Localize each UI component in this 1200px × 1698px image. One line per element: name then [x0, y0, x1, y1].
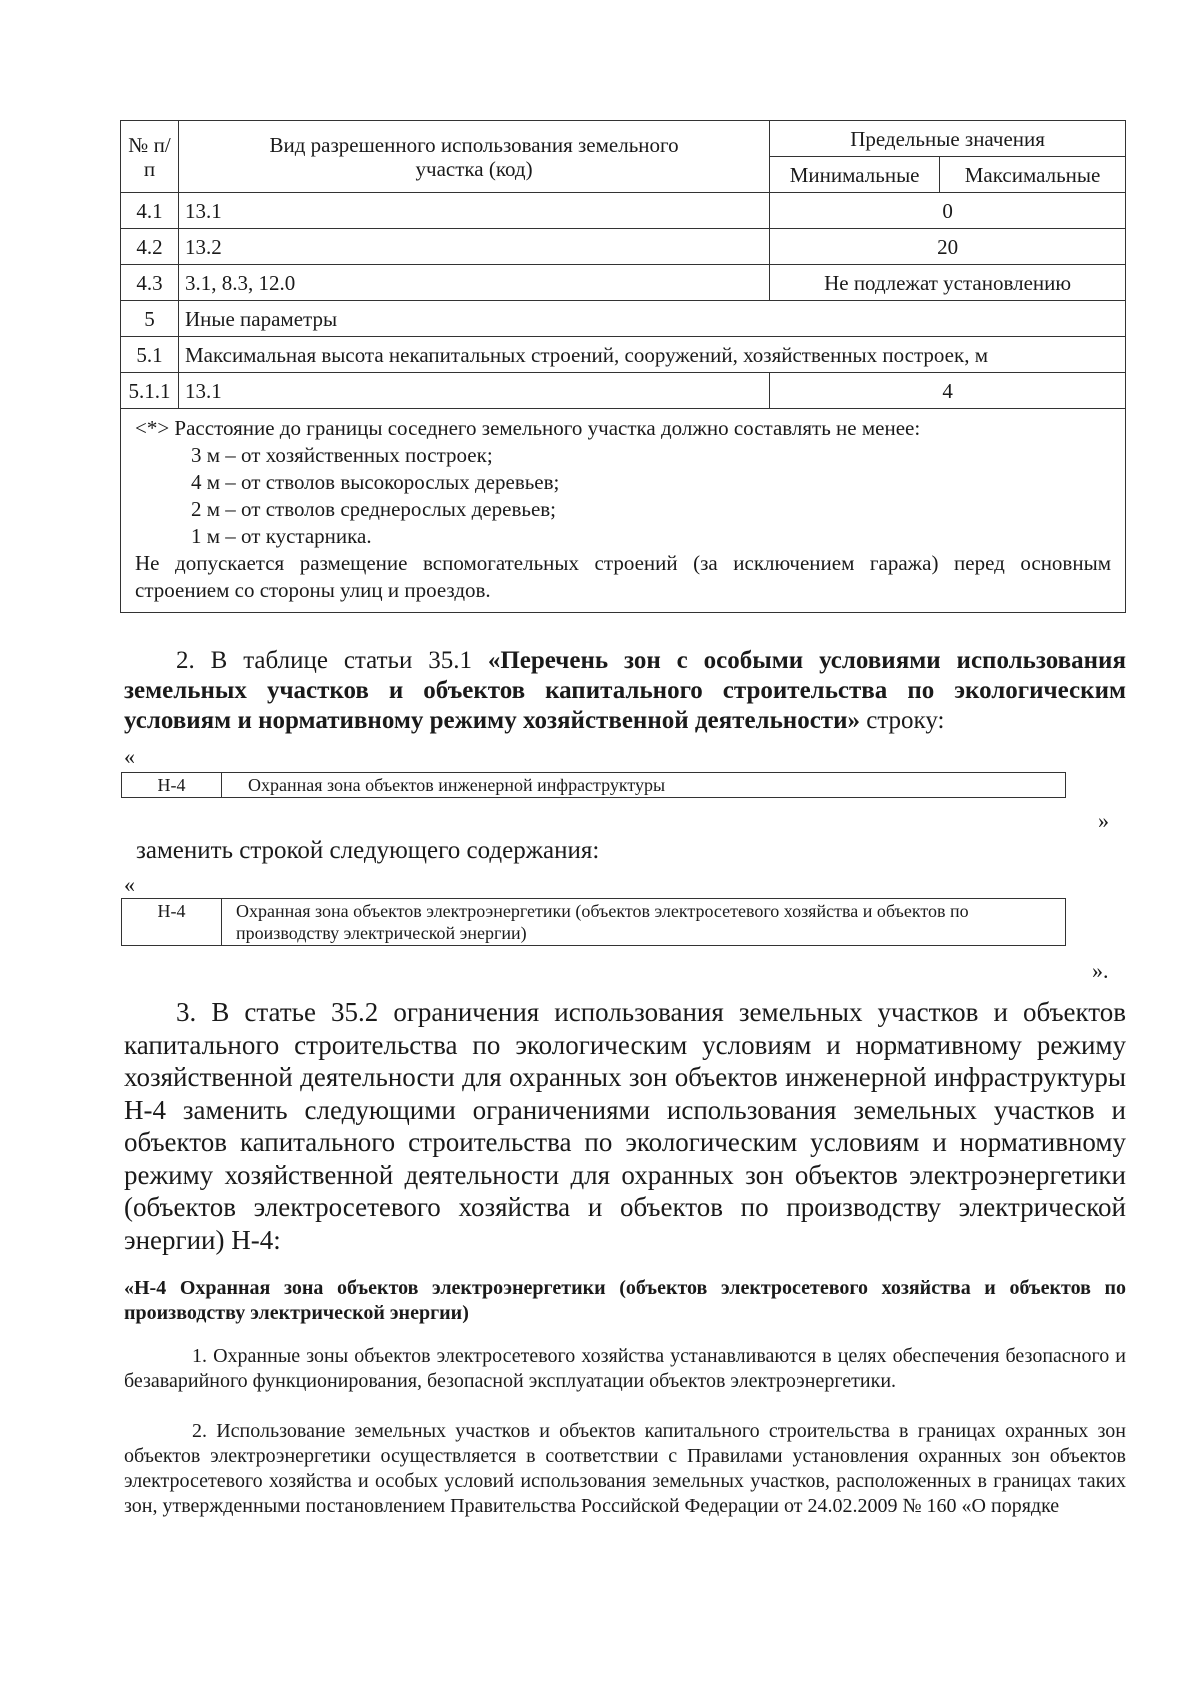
row-code: 3.1, 8.3, 12.0 [178, 265, 769, 301]
note-item: 1 м – от кустарника. [191, 524, 372, 548]
table-row [121, 337, 1126, 373]
row-num: 5 [121, 301, 179, 337]
note-footer: Не допускается размещение вспомогательных строений (за исключением гаража) перед основным строением со стороны улиц и проездов. [135, 551, 1111, 602]
header-type: Вид разрешенного использования земельного участка (код) [178, 121, 769, 193]
old-row-table [121, 772, 1066, 798]
table-row [121, 229, 1126, 265]
old-row-text: Охранная зона объектов инженерной инфраструктуры [222, 773, 1066, 798]
new-row-code: Н-4 [122, 899, 222, 946]
new-row-text: Охранная зона объектов электроэнергетики (объектов электросетевого хозяйства и объектов по производству электрической энергии) [222, 899, 1066, 946]
note-item: 3 м – от хозяйственных построек; [191, 443, 493, 467]
replace-text: заменить строкой следующего содержания: [136, 837, 600, 864]
item-1: 1. Охранные зоны объектов электросетевого хозяйства устанавливаются в целях обеспечения безопасного и безаварийного функционирования, безопасной эксплуатации объектов электроэнергетики. [124, 1345, 1126, 1392]
open-quote-2: « [124, 872, 135, 897]
note-item: 4 м – от стволов высокорослых деревьев; [191, 470, 560, 494]
note-intro: <*> Расстояние до границы соседнего земельного участка должно составлять не менее: [135, 416, 921, 440]
table-row [121, 193, 1126, 229]
table-row [121, 373, 1126, 409]
table-row [121, 265, 1126, 301]
open-quote: « [124, 744, 135, 769]
limits-table [120, 120, 1126, 613]
header-num: № п/п [121, 121, 179, 193]
row-code: 13.1 [178, 193, 769, 229]
close-quote: » [1098, 808, 1109, 833]
row-value: 0 [770, 193, 1126, 229]
row-text: Иные параметры [178, 301, 1125, 337]
row-num: 4.1 [121, 193, 179, 229]
row-value: 20 [770, 229, 1126, 265]
header-limit-values: Предельные значения [770, 121, 1126, 157]
item-2: 2. Использование земельных участков и объектов капитального строительства в границах охранных зон объектов электроэнергетики осуществляется в соответствии с Правилами установления охранных зон объектов электросетевого хозяйства и особых условий использования земельных участков, расположенных в границах таких зон, утвержденными постановлением Правительства Российской Федерации от 24.02.2009 № 160 «О порядке [124, 1420, 1126, 1517]
section-2-paragraph [124, 646, 1126, 736]
row-code: 13.2 [178, 229, 769, 265]
close-quote-2: ». [1092, 958, 1109, 983]
note-item: 2 м – от стволов среднерослых деревьев; [191, 497, 557, 521]
new-row-table [121, 898, 1066, 946]
table-note-row [121, 409, 1126, 613]
section-3-paragraph: 3. В статье 35.2 ограничения использования земельных участков и объектов капитального строительства по экологическим условиям и нормативному режиму хозяйственной деятельности для охранных зон объектов инженерной инфраструктуры Н-4 заменить следующими ограничениями использования земельных участков и объектов капитального строительства по экологическим условиям и нормативному режиму хозяйственной деятельности для охранных зон объектов электроэнергетики (объектов электросетевого хозяйства и объектов по производству электрической энергии) Н-4: [124, 997, 1126, 1255]
row-num: 4.3 [121, 265, 179, 301]
row-value: Не подлежат установлению [770, 265, 1126, 301]
row-num: 5.1 [121, 337, 179, 373]
old-row-code: Н-4 [122, 773, 222, 798]
table-row [121, 301, 1126, 337]
table-note [121, 409, 1126, 613]
header-min: Минимальные [770, 157, 940, 193]
row-code: 13.1 [178, 373, 769, 409]
h4-heading: «Н-4 Охранная зона объектов электроэнергетики (объектов электросетевого хозяйства и объектов по производству электрической энергии) [124, 1277, 1126, 1324]
section-2-tail: строку: [859, 707, 945, 734]
row-num: 4.2 [121, 229, 179, 265]
section-2-bold: «Перечень зон с особыми условиями использования земельных участков и объектов капитального строительства по экологическим условиям и нормативному режиму хозяйственной деятельности» [124, 647, 1126, 734]
row-num: 5.1.1 [121, 373, 179, 409]
row-value: 4 [770, 373, 1126, 409]
section-2-lead: 2. В таблице статьи 35.1 [176, 647, 488, 674]
header-max: Максимальные [940, 157, 1126, 193]
row-text: Максимальная высота некапитальных строений, сооружений, хозяйственных построек, м [178, 337, 1125, 373]
